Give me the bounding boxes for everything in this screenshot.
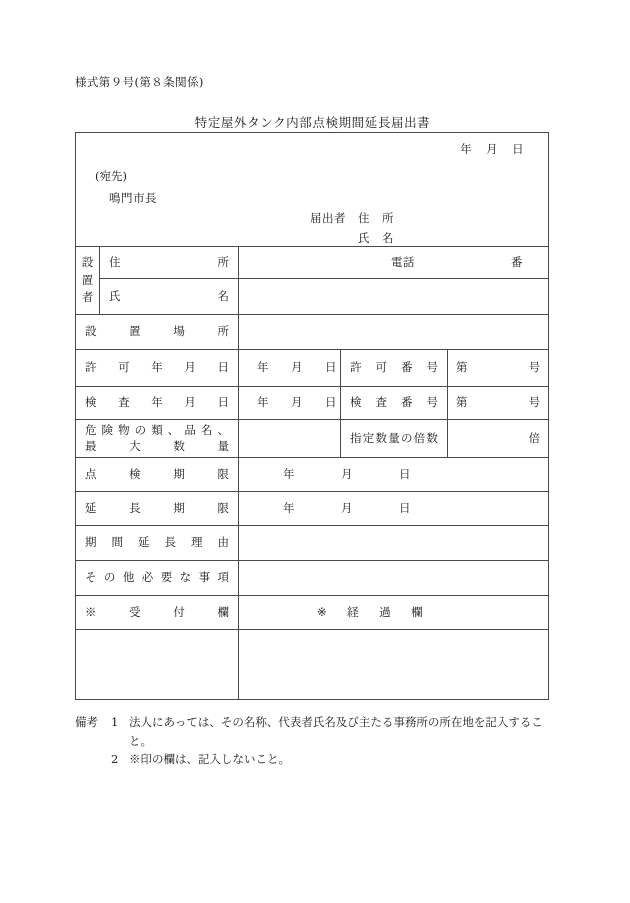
progress-column-label: [239, 596, 549, 630]
inspection-deadline-day: 日: [399, 466, 411, 481]
progress-column-field[interactable]: [239, 630, 549, 700]
installer-char-2: 置: [81, 272, 94, 287]
extension-deadline-field[interactable]: [239, 492, 549, 526]
form-number: 様式第９号(第８条関係): [75, 75, 204, 89]
inspection-number-suffix: 号: [528, 395, 541, 410]
note-text-2: ※印の欄は、記入しないこと。: [129, 752, 290, 767]
date-year-label: 年: [460, 142, 473, 156]
installer-group-label: [76, 247, 100, 315]
submitter-address-label: 届出者 住 所: [310, 211, 394, 225]
other-matters-label: その他必要な事項: [76, 561, 239, 596]
notes-label: 備考: [75, 715, 98, 729]
note-text-1: 法人にあっては、その名称、代表者氏名及び主たる事務所の所在地を記入するこ: [129, 715, 543, 729]
note-text-1-continuation: と。: [129, 733, 152, 748]
table-row-inspection: [76, 387, 549, 420]
addressee-label: (宛先): [95, 169, 127, 183]
inspection-date-year: 年: [257, 395, 269, 410]
extension-reason-field[interactable]: [239, 526, 549, 561]
designated-multiple-label: 指定数量の倍数: [341, 420, 448, 458]
date-day-label: 日: [512, 142, 525, 156]
permit-number-field[interactable]: [448, 350, 549, 387]
table-row-official-blank: [76, 630, 549, 700]
phone-label: 電話: [391, 254, 415, 269]
location-label: 設置場所: [76, 315, 239, 350]
hazard-material-label: [76, 420, 239, 458]
receipt-column-label: ※受付欄: [76, 596, 239, 630]
application-form-table: [75, 132, 549, 700]
progress-mark-icon: ※: [317, 604, 328, 619]
extension-deadline-year: 年: [283, 500, 295, 515]
inspection-date-field[interactable]: [239, 387, 341, 420]
phone-unit-label: 番: [511, 254, 523, 269]
progress-char-2: 過: [379, 604, 392, 619]
designated-multiple-field[interactable]: [448, 420, 549, 458]
extension-reason-label: 期間延長理由: [76, 526, 239, 561]
table-row-official-headers: [76, 596, 549, 630]
permit-number-suffix: 号: [528, 360, 541, 375]
installer-name-field[interactable]: [239, 279, 549, 315]
submission-date-line: [460, 142, 524, 158]
table-row-other-matters: [76, 561, 549, 596]
inspection-number-prefix: 第: [456, 395, 468, 410]
hazard-material-field[interactable]: [239, 420, 341, 458]
table-row-inspection-deadline: [76, 458, 549, 492]
page-title: 特定屋外タンク内部点検期間延長届出書: [194, 115, 431, 130]
inspection-date-day: 日: [325, 395, 337, 410]
extension-deadline-day: 日: [399, 500, 411, 515]
inspection-deadline-label: 点検期限: [76, 458, 239, 492]
table-row-installer-name: [76, 279, 549, 315]
inspection-number-field[interactable]: [448, 387, 549, 420]
installer-address-label: 住所: [100, 247, 239, 279]
receipt-column-field[interactable]: [76, 630, 239, 700]
progress-char-1: 経: [347, 604, 360, 619]
installer-name-label: 氏名: [100, 279, 239, 315]
note-number-2: 2: [111, 752, 119, 767]
addressee-block-cell: [76, 133, 549, 247]
addressee-value: 鳴門市長: [109, 191, 157, 205]
other-matters-field[interactable]: [239, 561, 549, 596]
inspection-date-month: 月: [291, 395, 303, 410]
permit-number-prefix: 第: [456, 360, 468, 375]
permit-number-label: 許可番号: [341, 350, 448, 387]
permit-date-field[interactable]: [239, 350, 341, 387]
date-month-label: 月: [486, 142, 499, 156]
progress-char-3: 欄: [411, 604, 424, 619]
permit-date-month: 月: [291, 360, 303, 375]
note-item: [75, 713, 575, 732]
installer-address-field[interactable]: [239, 247, 549, 279]
hazard-label-line-1: 危険物の類、品名、: [85, 422, 229, 437]
inspection-deadline-year: 年: [283, 466, 295, 481]
extension-deadline-month: 月: [341, 500, 353, 515]
installer-char-1: 設: [81, 254, 94, 269]
submitter-name-label: 氏 名: [358, 231, 394, 245]
permit-date-label: 許可年月日: [76, 350, 239, 387]
installer-char-3: 者: [81, 290, 94, 305]
note-number-1: 1: [111, 715, 119, 729]
location-field[interactable]: [239, 315, 549, 350]
table-row-extension-reason: [76, 526, 549, 561]
table-row-extension-deadline: [76, 492, 549, 526]
note-item: [75, 750, 575, 769]
form-notes: [75, 713, 575, 769]
permit-date-year: 年: [257, 360, 269, 375]
table-row-permit: [76, 350, 549, 387]
table-row-location: [76, 315, 549, 350]
designated-multiple-unit: 倍: [528, 430, 541, 445]
hazard-label-line-2: 最大数量: [85, 438, 229, 453]
table-row-header-block: [76, 133, 549, 247]
inspection-deadline-month: 月: [341, 466, 353, 481]
table-row-hazard: [76, 420, 549, 458]
inspection-date-label: 検査年月日: [76, 387, 239, 420]
permit-date-day: 日: [325, 360, 337, 375]
extension-deadline-label: 延長期限: [76, 492, 239, 526]
inspection-number-label: 検査番号: [341, 387, 448, 420]
inspection-deadline-field[interactable]: [239, 458, 549, 492]
table-row-installer-address: [76, 247, 549, 279]
